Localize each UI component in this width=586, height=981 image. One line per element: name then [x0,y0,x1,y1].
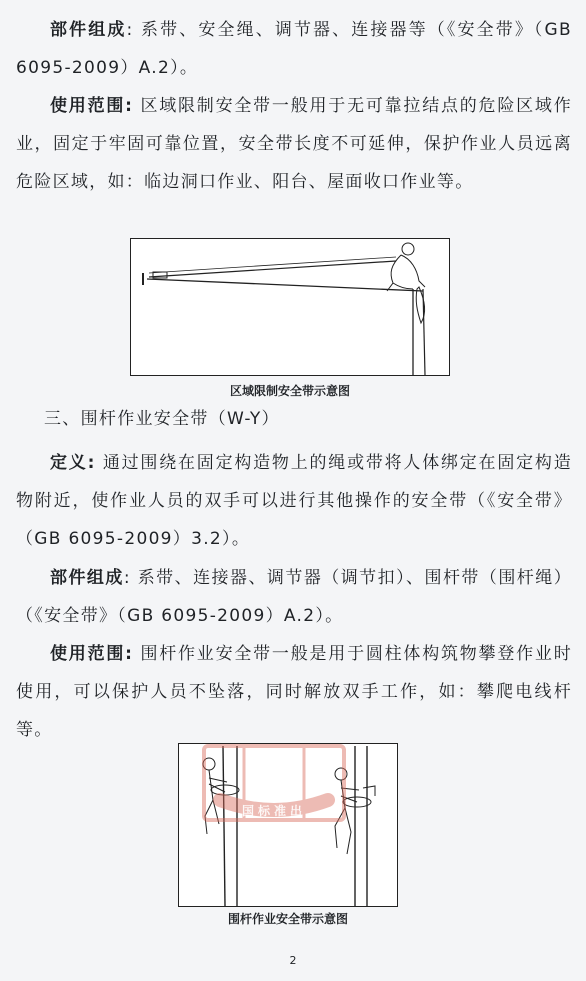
pole-components-text: : 系带、连接器、调节器（调节扣）、围杆带（围杆绳）（《安全带》（GB 6095-2009）A.2）。 [16,568,572,626]
scope-text: 区域限制安全带一般用于无可靠拉结点的危险区域作业，固定于牢固可靠位置，安全带长度不可延伸，保护作业人员远离危险区域，如：临边洞口作业、阳台、屋面收口作业等。 [16,96,572,192]
components-label: 部件组成 [50,20,127,40]
scope-label: 使用范围: [50,96,134,116]
area-restraint-illustration [131,239,449,375]
definition-label: 定义: [50,453,96,473]
definition-text: 通过围绕在固定构造物上的绳或带将人体绑定在固定构造物附近，使作业人员的双手可以进行其他操作的安全带（《安全带》（GB 6095-2009）3.2）。 [16,453,572,549]
figure-2-caption: 围杆作业安全带示意图 [227,912,348,926]
pole-scope-label: 使用范围: [50,644,134,664]
paragraph-pole-components [16,559,572,635]
paragraph-pole-scope [16,635,572,749]
pole-scope-text: 围杆作业安全带一般是用于圆柱体构筑物攀登作业时使用，可以保护人员不坠落，同时解放双手工作，如：攀爬电线杆等。 [16,644,572,740]
pole-components-label: 部件组成 [50,568,124,588]
figure-1-caption: 区域限制安全带示意图 [229,384,350,398]
figure-area-restraint [130,238,450,376]
paragraph-components [16,11,572,87]
paragraph-scope [16,87,572,201]
stamp-text: 国标准出 [241,804,306,818]
paragraph-definition [16,444,572,558]
page-number: 2 [289,954,297,967]
section-heading: 三、围杆作业安全带（W-Y） [44,409,280,429]
components-text: : 系带、安全绳、调节器、连接器等（《安全带》（GB 6095-2009）A.2）。 [16,20,572,78]
